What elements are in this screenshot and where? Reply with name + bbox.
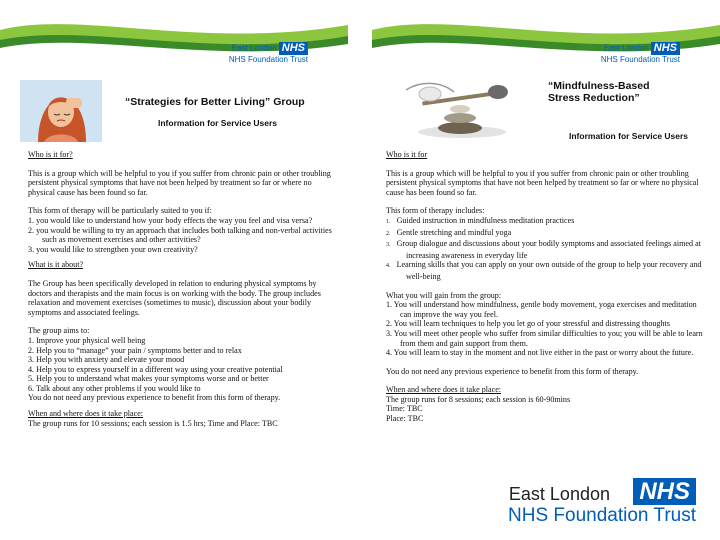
list-item: 3. You will meet other people who suffer from similar difficulties to you; you will be able to learn from them and gain support from them. [386, 328, 703, 348]
list-item: 5. Help you to understand what makes your symptoms worse and or better [28, 374, 269, 384]
who-heading: Who is it for [386, 150, 428, 159]
list-item: 3. Help you with anxiety and elevate your mood [28, 355, 185, 365]
leaflet-subtitle: Information for Service Users [569, 131, 689, 141]
list-text: Learning skills that you can apply on your own outside of the group to help your recovery and well-being [396, 260, 702, 281]
list-text: Group dialogue and discussions about your bodily symptoms and associated feelings aimed at increasing awareness in everyday life [396, 239, 701, 260]
nhs-logo-small [229, 42, 308, 65]
left-body [28, 150, 333, 428]
suited-intro: This form of therapy will be particularly suited to you if: [28, 206, 212, 216]
title-line-2: Stress Reduction” [548, 92, 640, 104]
about-heading: What is it about? [28, 260, 84, 270]
who-text: This is a group which will be helpful to you if you suffer from chronic pain or other troubling persistent physical symptoms that have not been helped by treatment so far or where no physical cause has been found so far. [28, 168, 331, 197]
woman-with-headache-illustration [20, 80, 102, 142]
list-text: Guided instruction in mindfulness meditation practices [396, 215, 575, 225]
list-text: Gentle stretching and mindful yoga [396, 227, 512, 237]
includes-intro: This form of therapy includes: [386, 206, 485, 216]
when-heading: When and where does it take place: [386, 385, 502, 395]
when-line: Time: TBC [386, 404, 423, 414]
list-item: 1. Improve your physical well being [28, 335, 146, 345]
list-item [386, 228, 708, 240]
list-number: 2. [386, 230, 391, 237]
leaflet-title: “Strategies for Better Living” Group [125, 96, 305, 108]
list-item: 4. Help you to express yourself in a different way using your creative potential [28, 364, 283, 374]
org-name: East London [603, 43, 649, 53]
list-item: 4. You will learn to stay in the moment and not live either in the past or worry about the future. [386, 348, 694, 358]
list-item: 2. You will learn techniques to help you let go of your stressful and distressing thoughts [386, 319, 670, 329]
list-number: 1. [386, 218, 391, 225]
leaflet-mindfulness-stress-reduction [372, 0, 720, 490]
when-line: The group runs for 8 sessions; each session is 60-90mins [386, 394, 571, 404]
org-name: East London [508, 484, 610, 504]
list-item: 1. you would like to understand how your body effects the way you feel and visa versa? [28, 215, 313, 225]
title-line-1: “Mindfulness-Based [548, 80, 650, 92]
when-heading: When and where does it take place: [28, 409, 144, 419]
who-text: This is a group which will be helpful to you if you suffer from chronic pain or other troubling persistent physical symptoms that have not been helped by treatment so far or where no physical cause has been found so far. [386, 168, 699, 197]
nhs-logo-large [446, 478, 696, 534]
list-item: 6. Talk about any other problems if you would like to [28, 383, 201, 393]
gain-intro: What you will gain from the group: [386, 290, 502, 300]
nhs-badge: NHS [279, 42, 308, 55]
nhs-logo-small [601, 42, 680, 65]
list-item: 3. you would like to strengthen your own creativity? [28, 244, 198, 254]
list-number: 4. [386, 263, 391, 270]
list-number: 3. [386, 242, 391, 249]
right-body [386, 150, 708, 424]
list-item: 1. You will understand how mindfulness, gentle body movement, yoga exercises and meditation can improve the way you feel. [386, 300, 697, 319]
leaflet-title [548, 80, 650, 104]
when-text: The group runs for 10 sessions; each session is 1.5 hrs; Time and Place: TBC [28, 418, 278, 428]
list-item: 2. Help you to “manage” your pain / symptoms better and to relax [28, 345, 242, 355]
when-line: Place: TBC [386, 414, 424, 424]
list-item [386, 216, 708, 228]
balanced-stones-feather-image [402, 72, 518, 138]
leaflet-strategies-better-living [0, 0, 348, 490]
leaflet-subtitle: Information for Service Users [158, 118, 278, 128]
trust-name: NHS Foundation Trust [228, 55, 308, 64]
no-experience-text: You do not need any previous experience to benefit from this form of therapy. [28, 393, 281, 403]
list-item: 2. you would be willing to try an approach that includes both talking and non-verbal activities such as movement exercises and other activities? [28, 225, 332, 245]
aims-intro: The group aims to: [28, 326, 90, 336]
nhs-badge: NHS [633, 478, 696, 505]
about-text: The Group has been specifically developed in relation to enduring physical symptoms by doctors and therapists and the main focus is on working with the body. The group includes relaxation and movement exercises (sometimes to music), discussion about your bodily symptoms and associated feelings. [28, 278, 321, 317]
org-name: East London [231, 43, 277, 53]
trust-name: NHS Foundation Trust [600, 55, 680, 64]
who-heading: Who is it for? [28, 150, 73, 159]
nhs-badge: NHS [651, 42, 680, 55]
trust-name: NHS Foundation Trust [508, 505, 696, 526]
list-item [386, 239, 708, 260]
list-item [386, 260, 708, 281]
no-experience-text: You do not need any previous experience to benefit from this form of therapy. [386, 366, 639, 376]
